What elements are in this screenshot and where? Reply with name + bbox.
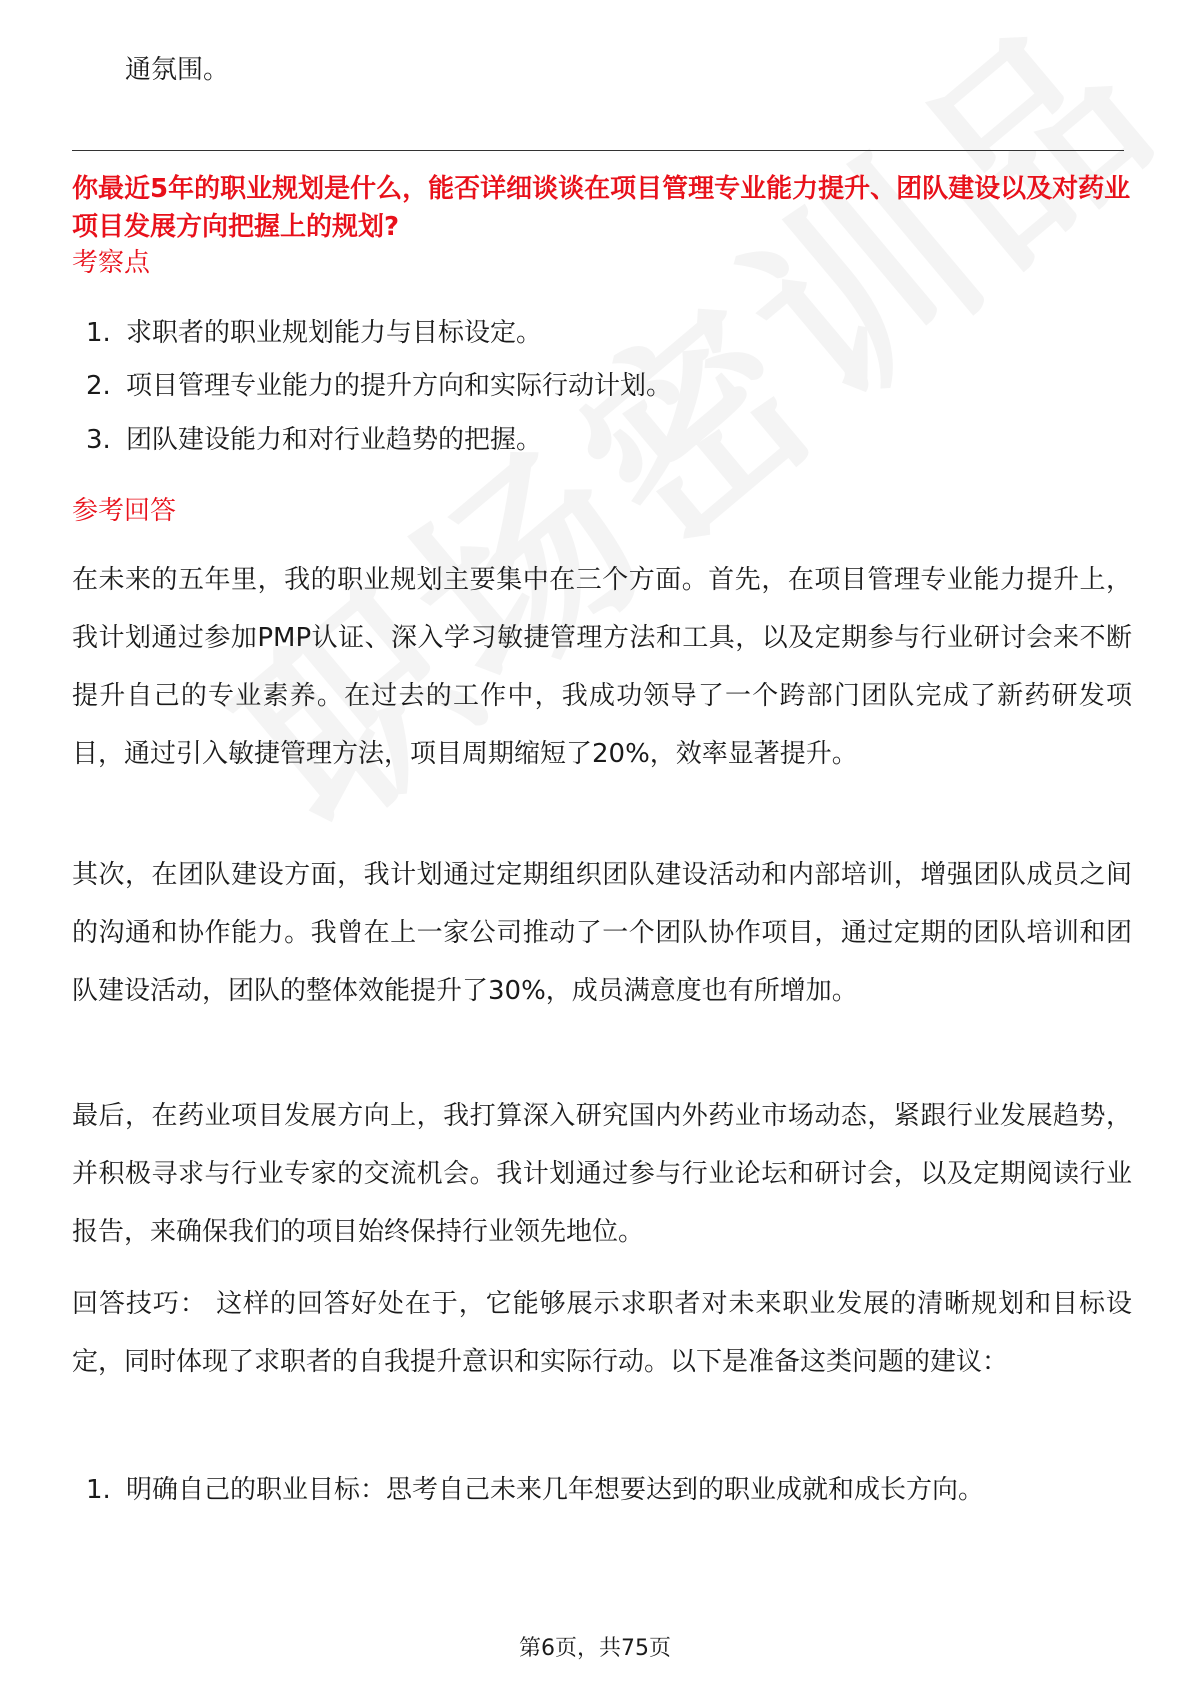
answer-title: 参考回答 [72, 496, 177, 526]
answer-tips-paragraph: 回答技巧： 这样的回答好处在于，它能够展示求职者对未来职业发展的清晰规划和目标设定，同时体现了求职者的自我提升意识和实际行动。以下是准备这类问题的建议： [72, 1289, 1132, 1377]
list-text: 团队建设能力和对行业趋势的把握。 [126, 425, 543, 455]
list-number: 3. [86, 425, 111, 455]
answer-paragraph: 其次，在团队建设方面，我计划通过定期组织团队建设活动和内部培训，增强团队成员之间的沟通和协作能力。我曾在上一家公司推动了一个团队协作项目，通过定期的团队培训和团队建设活动，团队的整体效能提升了30%，成员满意度也有所增加。 [72, 860, 1132, 1006]
focus-title: 考察点 [72, 248, 151, 278]
list-item [86, 422, 542, 458]
list-item [86, 368, 672, 404]
page-footer: 第6页，共75页 [519, 1636, 671, 1661]
answer-paragraph: 在未来的五年里，我的职业规划主要集中在三个方面。首先，在项目管理专业能力提升上，我计划通过参加PMP认证、深入学习敏捷管理方法和工具，以及定期参与行业研讨会来不断提升自己的专业素养。在过去的工作中，我成功领导了一个跨部门团队完成了新药研发项目，通过引入敏捷管理方法，项目周期缩短了20%，效率显著提升。 [72, 565, 1132, 769]
answer-paragraph: 最后，在药业项目发展方向上，我打算深入研究国内外药业市场动态，紧跟行业发展趋势，并积极寻求与行业专家的交流机会。我计划通过参与行业论坛和研讨会，以及定期阅读行业报告，来确保我们的项目始终保持行业领先地位。 [72, 1101, 1132, 1247]
list-text: 明确自己的职业目标：思考自己未来几年想要达到的职业成就和成长方向。 [126, 1475, 985, 1505]
continuation-text: 通氛围。 [125, 55, 230, 85]
question-heading: 你最近5年的职业规划是什么，能否详细谈谈在项目管理专业能力提升、团队建设以及对药业项目发展方向把握上的规划? [72, 174, 1131, 242]
list-number: 2. [86, 371, 111, 401]
list-number: 1. [86, 1475, 111, 1505]
list-item [86, 315, 542, 351]
divider [72, 150, 1124, 151]
list-text: 求职者的职业规划能力与目标设定。 [126, 318, 543, 348]
list-number: 1. [86, 318, 111, 348]
list-item [86, 1472, 984, 1508]
list-text: 项目管理专业能力的提升方向和实际行动计划。 [126, 371, 673, 401]
